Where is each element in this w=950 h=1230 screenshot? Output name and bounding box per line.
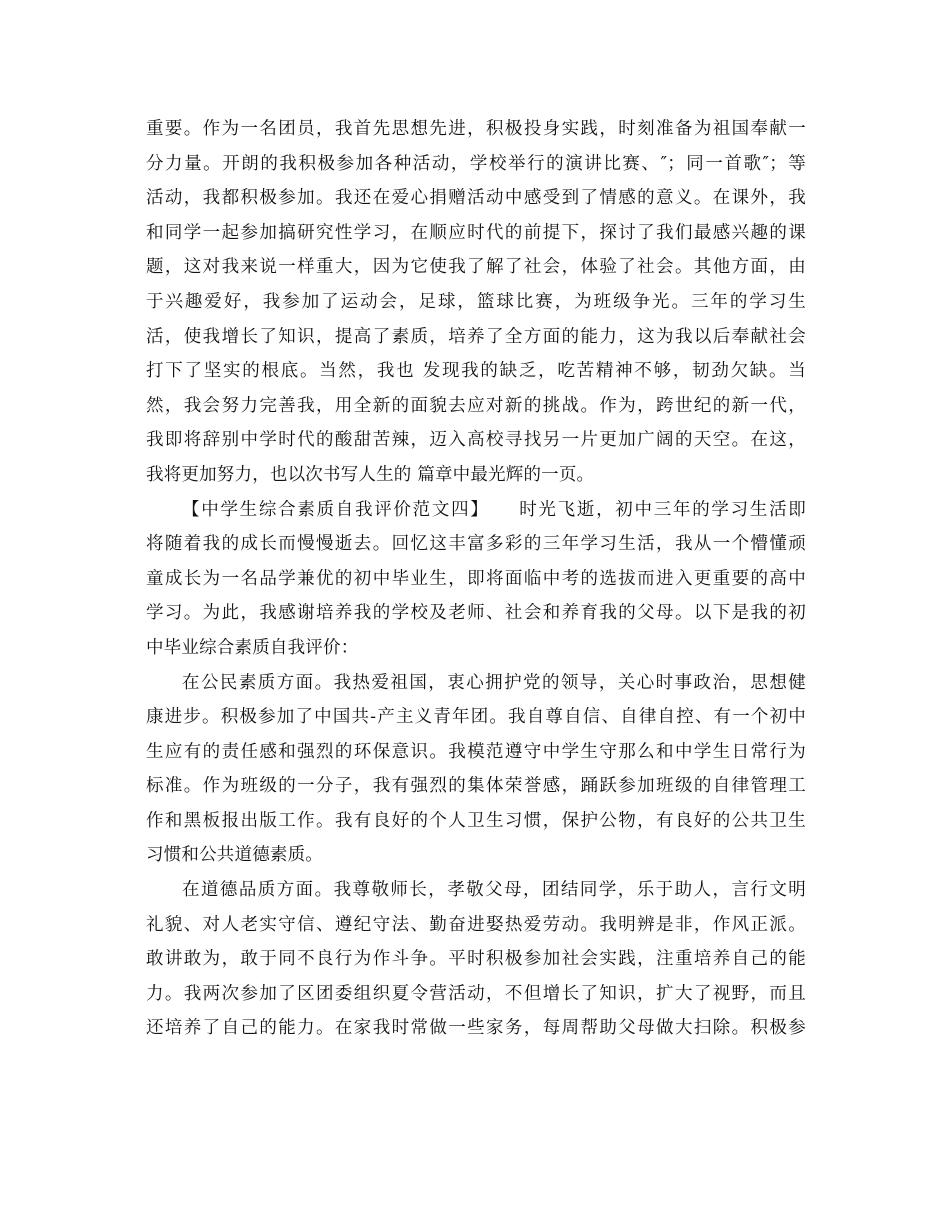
text-line: 作和黑板报出版工作。我有良好的个人卫生习惯，保护公物，有良好的公共卫生 (146, 810, 806, 831)
text-line: 和同学一起参加搞研究性学习，在顺应时代的前提下，探讨了我们最感兴趣的课 (146, 222, 806, 243)
paragraph-continuation (146, 112, 806, 493)
text-line: 习惯和公共道德素质。 (146, 845, 323, 866)
text-line: 我将更加努力，也以次书写人生的 篇章中最光辉的一页。 (146, 464, 595, 485)
text-line: 题，这对我来说一样重大，因为它使我了解了社会，体验了社会。其他方面，由 (146, 257, 806, 278)
text-line: 标准。作为班级的一分子，我有强烈的集体荣誉感，踊跃参加班级的自律管理工 (146, 776, 806, 797)
text-line: 在道德品质方面。我尊敬师长，孝敬父母，团结同学，乐于助人，言行文明 (182, 880, 806, 901)
text-line: 于兴趣爱好，我参加了运动会，足球，篮球比赛，为班级争光。三年的学习生 (146, 291, 806, 312)
text-line: 活，使我增长了知识，提高了素质，培养了全方面的能力，这为我以后奉献社会 (146, 326, 806, 347)
paragraph-civic-quality (146, 666, 806, 874)
paragraph-moral-quality (146, 873, 806, 1046)
text-line: 活动，我都积极参加。我还在爱心捐赠活动中感受到了情感的意义。在课外，我 (146, 188, 806, 209)
text-line: 还培养了自己的能力。在家我时常做一些家务，每周帮助父母做大扫除。积极参 (146, 1018, 806, 1039)
text-line: 打下了坚实的根底。当然，我也 发现我的缺乏，吃苦精神不够，韧劲欠缺。当 (146, 361, 806, 382)
text-line: 力。我两次参加了区团委组织夏令营活动，不但增长了知识，扩大了视野，而且 (146, 983, 806, 1004)
text-line: 中毕业综合素质自我评价： (146, 637, 359, 658)
text-line: 重要。作为一名团员，我首先思想先进，积极投身实践，时刻准备为祖国奉献一 (146, 119, 806, 139)
text-line: 将随着我的成长而慢慢逝去。回忆这丰富多彩的三年学习生活，我从一个懵懂顽 (146, 534, 806, 555)
text-line: 童成长为一名品学兼优的初中毕业生，即将面临中考的选拔而进入更重要的高中 (146, 568, 806, 589)
text-line: 学习。为此，我感谢培养我的学校及老师、社会和养育我的父母。以下是我的初 (146, 603, 806, 624)
text-line: 然，我会努力完善我，用全新的面貌去应对新的挑战。作为，跨世纪的新一代， (146, 395, 806, 416)
paragraph-sample-four (146, 493, 806, 666)
text-line: 我即将辞别中学时代的酸甜苦辣，迈入高校寻找另一片更加广阔的天空。在这， (146, 430, 806, 451)
text-line: 【中学生综合素质自我评价范文四】 时光飞逝，初中三年的学习生活即 (182, 499, 806, 520)
text-line: 分力量。开朗的我积极参加各种活动，学校举行的演讲比赛、″；同一首歌″；等 (146, 153, 806, 174)
document-body (146, 112, 806, 1046)
text-line: 生应有的责任感和强烈的环保意识。我模范遵守中学生守那么和中学生日常行为 (146, 741, 806, 762)
text-line: 礼貌、对人老实守信、遵纪守法、勤奋进娶热爱劳动。我明辨是非，作风正派。 (146, 914, 806, 935)
text-line: 在公民素质方面。我热爱祖国，衷心拥护党的领导，关心时事政治，思想健 (182, 672, 806, 693)
text-line: 敢讲敢为，敢于同不良行为作斗争。平时积极参加社会实践，注重培养自己的能 (146, 949, 806, 970)
text-line: 康进步。积极参加了中国共-产主义青年团。我自尊自信、自律自控、有一个初中 (146, 707, 806, 728)
